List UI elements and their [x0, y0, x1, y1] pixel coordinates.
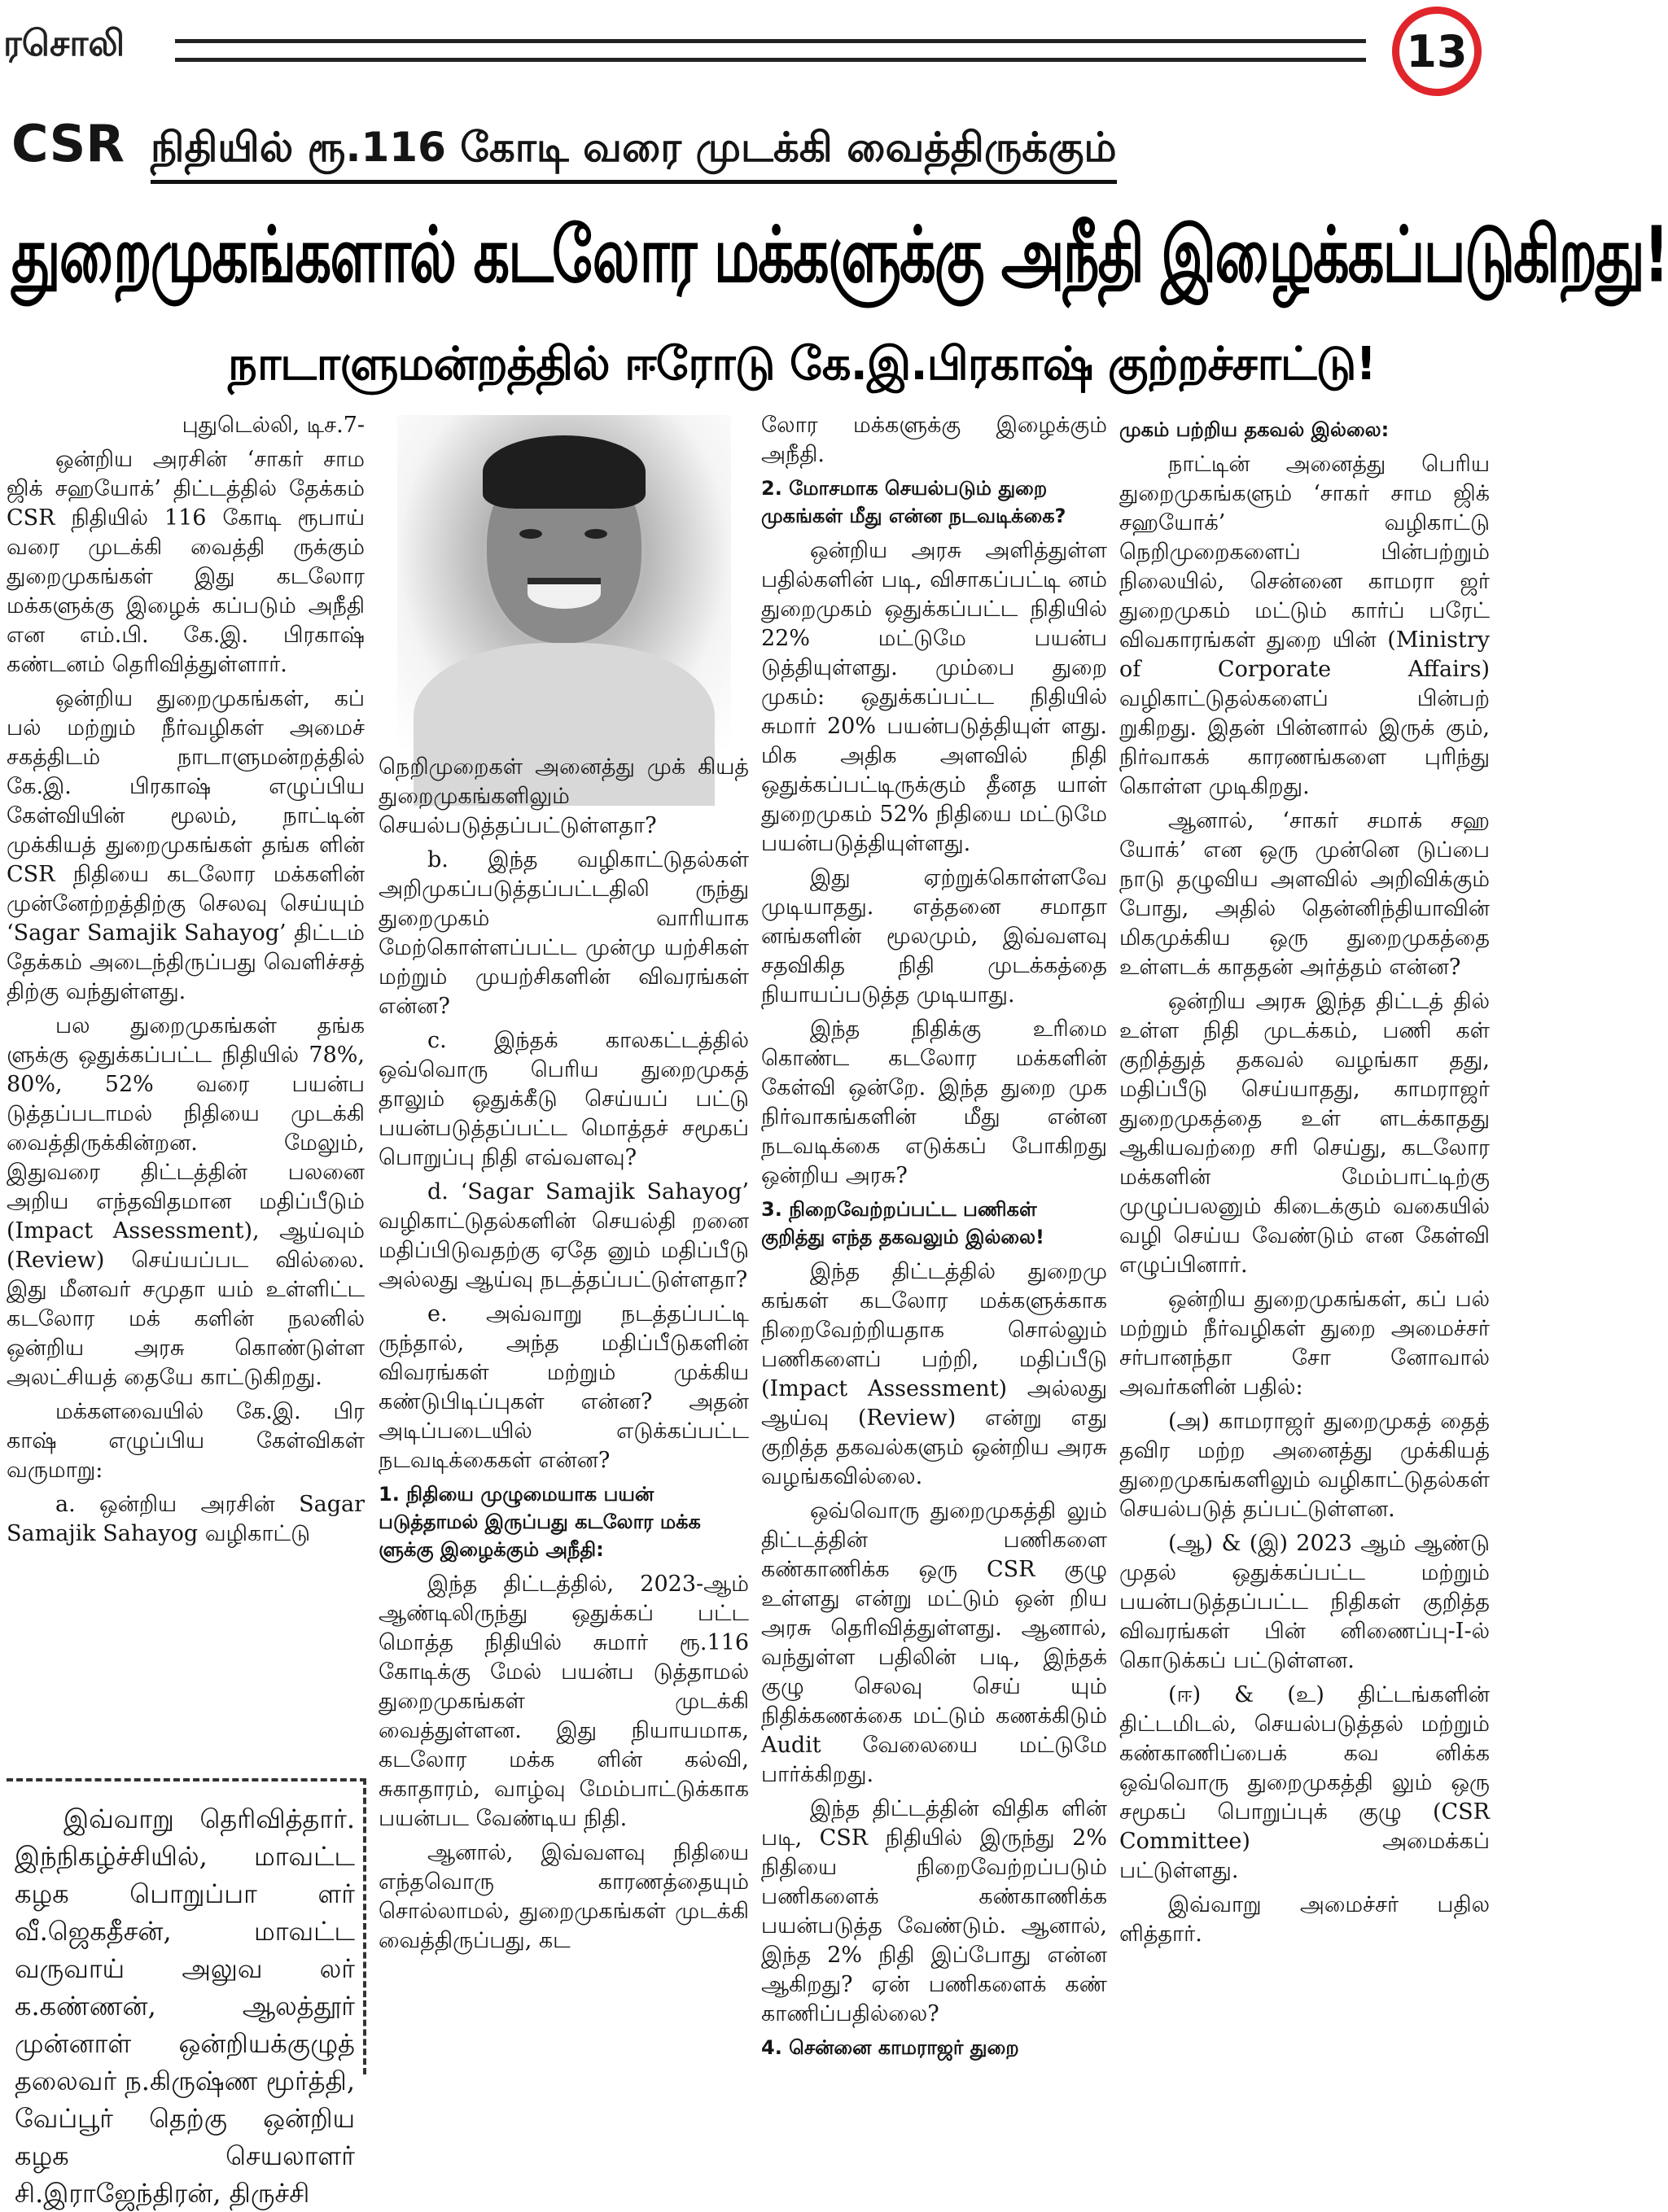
- paragraph: ஒவ்வொரு துறைமுகத்தி லும் திட்டத்தின் பணிகளை கண்காணிக்க ஒரு CSR குழு உள்ளது என்று மட்டும் ஒன் றிய அரசு தெரிவித்துள்ளது. ஆனால், வந்துள்ள பதிலின் படி, இந்தக் குழு செலவு செய் யும் நிதிக்கணக்கை மட்டும் கணக்கிடும் Audit வேலையை மட்டுமே பார்க்கிறது.: [761, 1498, 1107, 1787]
- paragraph: c. இந்தக் காலகட்டத்தில் ஒவ்வொரு பெரிய துறைமுகத் தாலும் ஒதுக்கீடு செய்யப் பட்டு பயன்படுத்தப்பட்ட மொத்தச் சமூகப் பொறுப்பு நிதி எவ்வளவு?: [379, 1028, 749, 1170]
- portrait-smile: [528, 578, 601, 609]
- article-column-2: [379, 753, 749, 2071]
- newspaper-name: ரசொலி: [3, 23, 125, 64]
- side-story: [15, 1800, 355, 2209]
- section-heading: 2. மோசமாக செயல்படும் துறை முகங்கள் மீது என்ன நடவடிக்கை?: [761, 477, 1066, 527]
- paragraph: ஆனால், ‘சாகர் சமாக் சஹ யோக்’ என ஒரு முன்னெ டுப்பை நாடு தழுவிய அளவில் அறிவிக்கும் போது, அதில் தென்னிந்தியாவின் மிகமுக்கிய ஒரு துறைமுகத்தை உள்ளடக் காததன் அர்த்தம் என்ன?: [1119, 808, 1490, 980]
- kicker: [11, 114, 1117, 184]
- paragraph: இந்த திட்டத்தில், 2023-ஆம் ஆண்டிலிருந்து ஒதுக்கப் பட்ட மொத்த நிதியில் சுமார் ரூ.116 கோடிக்கு மேல் பயன்ப டுத்தாமல் துறைமுகங்கள் முடக்கி வைத்துள்ளன. இது நியாயமாக, கடலோர மக்க ளின் கல்வி, சுகாதாரம், வாழ்வு மேம்பாட்டுக்காக பயன்பட வேண்டிய நிதி.: [379, 1572, 749, 1831]
- section-heading: 1. நிதியை முழுமையாக பயன் படுத்தாமல் இருப்பது கடலோர மக்க ளுக்கு இழைக்கும் அநீதி:: [379, 1483, 701, 1561]
- article-column-3: [761, 411, 1107, 2071]
- section-heading: 4. சென்னை காமராஜர் துறை: [761, 2036, 1019, 2059]
- dateline: புதுடெல்லி, டிச.7-: [182, 413, 365, 438]
- paragraph: e. அவ்வாறு நடத்தப்பட்டி ருந்தால், அந்த மதிப்பீடுகளின் விவரங்கள் மற்றும் முக்கிய கண்டுபிடிப்புகள் என்ன? அதன் அடிப்படையில் எடுக்கப்பட்ட நடவடிக்கைகள் என்ன?: [379, 1301, 749, 1473]
- paragraph: a. ஒன்றிய அரசின் Sagar Samajik Sahayog வழிகாட்டு: [7, 1492, 365, 1546]
- paragraph: நாட்டின் அனைத்து பெரிய துறைமுகங்களும் ‘சாகர் சாம ஜிக் சஹயோக்’ வழிகாட்டு நெறிமுறைகளைப் பின்பற்றும் நிலையில், சென்னை காமரா ஜர் துறைமுகம் மட்டும் கார்ப் பரேட் விவகாரங்கள் துறை யின் (Ministry of Corporate Affairs) வழிகாட்டுதல்களைப் பின்பற் றுகிறது. இதன் பின்னால் இருக் கும், நிர்வாகக் காரணங்களை புரிந்து கொள்ள முடிகிறது.: [1119, 452, 1490, 799]
- paragraph: (அ) காமராஜர் துறைமுகத் தைத் தவிர மற்ற அனைத்து முக்கியத் துறைமுகங்களிலும் வழிகாட்டுதல்கள் செயல்படுத் தப்பட்டுள்ளன.: [1119, 1409, 1490, 1522]
- portrait-eye: [584, 529, 607, 539]
- paragraph: பல துறைமுகங்கள் தங்க ளுக்கு ஒதுக்கப்பட்ட நிதியில் 78%, 80%, 52% வரை பயன்ப டுத்தப்படாமல் நிதியை முடக்கி வைத்திருக்கின்றன. மேலும், இதுவரை திட்டத்தின் பலனை அறிய எந்தவிதமான மதிப்பீடும் (Impact Assessment), ஆய்வும் (Review) செய்யப்பட வில்லை. இது மீனவர் சமுதா யம் உள்ளிட்ட கடலோர மக் களின் நலனில் ஒன்றிய அரசு கொண்டுள்ள அலட்சியத் தையே காட்டுகிறது.: [7, 1013, 365, 1390]
- portrait-hair: [483, 435, 646, 509]
- mp-portrait-photo: [397, 415, 731, 749]
- page-number-badge: 13: [1392, 7, 1482, 96]
- paragraph: இது ஏற்றுக்கொள்ளவே முடியாதது. எத்தனை சமாதா னங்களின் மூலமும், இவ்வளவு சதவிகித நிதி முடக்கத்தை நியாயப்படுத்த முடியாது.: [761, 865, 1107, 1008]
- masthead-rule: [175, 39, 1366, 62]
- paragraph: ஒன்றிய துறைமுகங்கள், கப் பல் மற்றும் நீர்வழிகள் அமைச் சகத்திடம் நாடாளுமன்றத்தில் கே.இ. பிரகாஷ் எழுப்பிய கேள்வியின் மூலம், நாட்டின் முக்கியத் துறைமுகங்கள் தங்க ளின் CSR நிதியை கடலோர மக்களின் முன்னேற்றத்திற்கு செலவு செய்யும் ‘Sagar Samajik Sahayog’ திட்டம் தேக்கம் அடைந்திருப்பது வெளிச்சத் திற்கு வந்துள்ளது.: [7, 686, 365, 1004]
- portrait-eye: [519, 529, 542, 539]
- paragraph: ஒன்றிய துறைமுகங்கள், கப் பல் மற்றும் நீர்வழிகள் துறை அமைச்சர் சர்பானந்தா சோ னோவால் அவர்களின் பதில்:: [1119, 1287, 1490, 1400]
- headline: துறைமுகங்களால் கடலோர மக்களுக்கு அநீதி இழைக்கப்படுகிறது!: [11, 209, 1668, 300]
- paragraph: இவ்வாறு அமைச்சர் பதில ளித்தார்.: [1119, 1892, 1490, 1947]
- kicker-tag: CSR: [11, 114, 125, 173]
- paragraph: d. ‘Sagar Samajik Sahayog’ வழிகாட்டுதல்களின் செயல்தி றனை மதிப்பிடுவதற்கு ஏதே னும் மதிப்பீடு அல்லது ஆய்வு நடத்தப்பட்டுள்ளதா?: [379, 1179, 749, 1292]
- paragraph: இந்த நிதிக்கு உரிமை கொண்ட கடலோர மக்களின் கேள்வி ஒன்றே. இந்த துறை முக நிர்வாகங்களின் மீது என்ன நடவடிக்கை எடுக்கப் போகிறது ஒன்றிய அரசு?: [761, 1016, 1107, 1188]
- paragraph: மக்களவையில் கே.இ. பிர காஷ் எழுப்பிய கேள்விகள் வருமாறு:: [7, 1399, 365, 1483]
- section-heading: முகம் பற்றிய தகவல் இல்லை:: [1119, 418, 1390, 441]
- paragraph: (ஆ) & (இ) 2023 ஆம் ஆண்டு முதல் ஒதுக்கப்பட்ட மற்றும் பயன்படுத்தப்பட்ட நிதிகள் குறித்த விவரங்கள் பின் னிணைப்பு-I-ல் கொடுக்கப் பட்டுள்ளன.: [1119, 1531, 1490, 1673]
- masthead: [0, 0, 1496, 106]
- paragraph: லோர மக்களுக்கு இழைக்கும் அநீதி.: [761, 413, 1107, 467]
- paragraph: இந்த திட்டத்தில் துறைமு கங்கள் கடலோர மக்களுக்காக நிறைவேற்றியதாக சொல்லும் பணிகளைப் பற்றி, மதிப்பீடு (Impact Assessment) அல்லது ஆய்வு (Review) என்று எது குறித்த தகவல்களும் ஒன்றிய அரசு வழங்கவில்லை.: [761, 1259, 1107, 1489]
- paragraph: ஒன்றிய அரசு இந்த திட்டத் தில் உள்ள நிதி முடக்கம், பணி கள் குறித்துத் தகவல் வழங்கா தது, மதிப்பீடு செய்யாதது, காமராஜர் துறைமுகத்தை உள் ளடக்காதது ஆகியவற்றை சரி செய்து, கடலோர மக்களின் மேம்பாட்டிற்கு முழுப்பலனும் கிடைக்கும் வகையில் வழி செய்ய வேண்டும் என கேள்வி எழுப்பினார்.: [1119, 989, 1490, 1278]
- side-story-text: இவ்வாறு தெரிவித்தார். இந்நிகழ்ச்சியில், மாவட்ட கழக பொறுப்பா ளர் வீ.ஜெகதீசன், மாவட்ட வருவாய் அலுவ லர் க.கண்ணன், ஆலத்தூர் முன்னாள் ஒன்றியக்குழுத் தலைவர் ந.கிருஷ்ண மூர்த்தி, வேப்பூர் தெற்கு ஒன்றிய கழக செயலாளர் சி.இராஜேந்திரன், திருச்சி: [15, 1803, 355, 2209]
- paragraph: b. இந்த வழிகாட்டுதல்கள் அறிமுகப்படுத்தப்பட்டதிலி ருந்து துறைமுகம் வாரியாக மேற்கொள்ளப்பட்ட முன்மு யற்சிகள் மற்றும் முயற்சிகளின் விவரங்கள் என்ன?: [379, 847, 749, 1019]
- subhead: நாடாளுமன்றத்தில் ஈரோடு கே.இ.பிரகாஷ் குற்றச்சாட்டு!: [228, 338, 1376, 391]
- paragraph: (ஈ) & (உ) திட்டங்களின் திட்டமிடல், செயல்படுத்தல் மற்றும் கண்காணிப்பைக் கவ னிக்க ஒவ்வொரு துறைமுகத்தி லும் ஒரு சமூகப் பொறுப்புக் குழு (CSR Committee) அமைக்கப் பட்டுள்ளது.: [1119, 1682, 1490, 1883]
- paragraph: ஒன்றிய அரசின் ‘சாகர் சாம ஜிக் சஹயோக்’ திட்டத்தில் தேக்கம் CSR நிதியில் 116 கோடி ரூபாய் வரை முடக்கி வைத்தி ருக்கும் துறைமுகங்கள் இது கடலோர மக்களுக்கு இழைக் கப்படும் அநீதி என எம்.பி. கே.இ. பிரகாஷ் கண்டனம் தெரிவித்துள்ளார்.: [7, 447, 365, 677]
- paragraph: ஒன்றிய அரசு அளித்துள்ள பதில்களின் படி, விசாகப்பட்டி னம் துறைமுகம் ஒதுக்கப்பட்ட நிதியில் 22% மட்டுமே பயன்ப டுத்தியுள்ளது. மும்பை துறை முகம்: ஒதுக்கப்பட்ட நிதியில் சுமார் 20% பயன்படுத்தியுள் ளது. மிக அதிக அளவில் நிதி ஒதுக்கப்பட்டிருக்கும் தீனத யாள் துறைமுகம் 52% நிதியை மட்டுமே பயன்படுத்தியுள்ளது.: [761, 538, 1107, 856]
- section-heading: 3. நிறைவேற்றப்பட்ட பணிகள் குறித்து எந்த தகவலும் இல்லை!: [761, 1198, 1044, 1248]
- paragraph: நெறிமுறைகள் அனைத்து முக் கியத் துறைமுகங்களிலும் செயல்படுத்தப்பட்டுள்ளதா?: [379, 754, 749, 838]
- paragraph: இந்த திட்டத்தின் விதிக ளின் படி, CSR நிதியில் இருந்து 2% நிதியை நிறைவேற்றப்படும் பணிகளைக் கண்காணிக்க பயன்படுத்த வேண்டும். ஆனால், இந்த 2% நிதி இப்போது என்ன ஆகிறது? ஏன் பணிகளைக் கண் காணிப்பதில்லை?: [761, 1796, 1107, 2026]
- kicker-text: நிதியில் ரூ.116 கோடி வரை முடக்கி வைத்திருக்கும்: [151, 124, 1117, 184]
- article-column-4: [1119, 411, 1490, 2071]
- paragraph: ஆனால், இவ்வளவு நிதியை எந்தவொரு காரணத்தையும் சொல்லாமல், துறைமுகங்கள் முடக்கி வைத்திருப்பது, கட: [379, 1840, 749, 1953]
